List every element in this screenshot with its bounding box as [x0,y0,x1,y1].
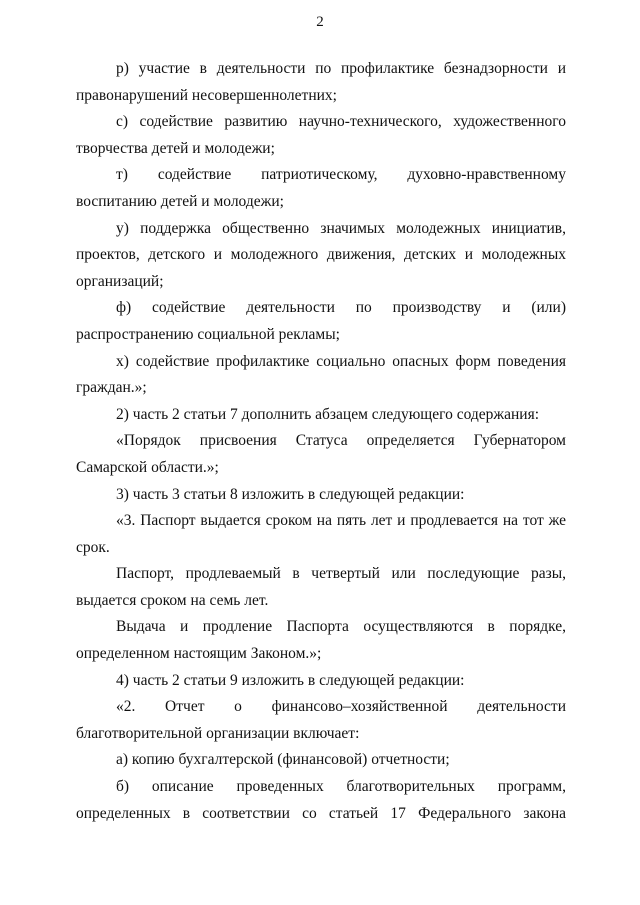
paragraph-f: ф) содействие деятельности по производству и (или) распространению социальной рекламы; [76,299,566,343]
paragraph-passport-renewal: Паспорт, продлеваемый в четвертый или последующие разы, выдается сроком на семь лет. [76,565,566,609]
paragraph-passport-issue: Выдача и продление Паспорта осуществляются в порядке, определенном настоящим Законом.»; [76,618,566,663]
paragraph-b: б) описание проведенных благотворительных программ, определенных в соответствии со статьей 17 Федерального закона [76,778,566,822]
paragraph-passport-term: «3. Паспорт выдается сроком на пять лет и продлевается на тот же срок. [76,512,566,556]
document-body [76,56,566,827]
paragraph-t: т) содействие патриотическому, духовно-нравственному воспитанию детей и молодежи; [76,166,566,210]
paragraph-s: с) содействие развитию научно-технического, художественного творчества детей и молодежи; [76,113,566,157]
paragraph-u: у) поддержка общественно значимых молодежных инициатив, проектов, детского и молодежного движения, детских и молодежных организаций; [76,219,566,290]
paragraph-status-order: «Порядок присвоения Статуса определяется Губернатором Самарской области.»; [76,432,566,476]
paragraph-item-3: 3) часть 3 статьи 8 изложить в следующей редакции: [116,485,465,503]
paragraph-item-2: 2) часть 2 статьи 7 дополнить абзацем следующего содержания: [116,405,540,423]
page-number: 2 [316,14,324,30]
paragraph-kh: х) содействие профилактике социально опасных форм поведения граждан.»; [76,352,566,397]
paragraph-report: «2. Отчет о финансово–хозяйственной деятельности благотворительной организации включает: [76,698,566,742]
paragraph-r: р) участие в деятельности по профилактике безнадзорности и правонарушений несовершеннолетних; [76,60,566,104]
paragraph-item-4: 4) часть 2 статьи 9 изложить в следующей редакции: [116,671,465,689]
paragraph-a: а) копию бухгалтерской (финансовой) отчетности; [116,751,450,769]
